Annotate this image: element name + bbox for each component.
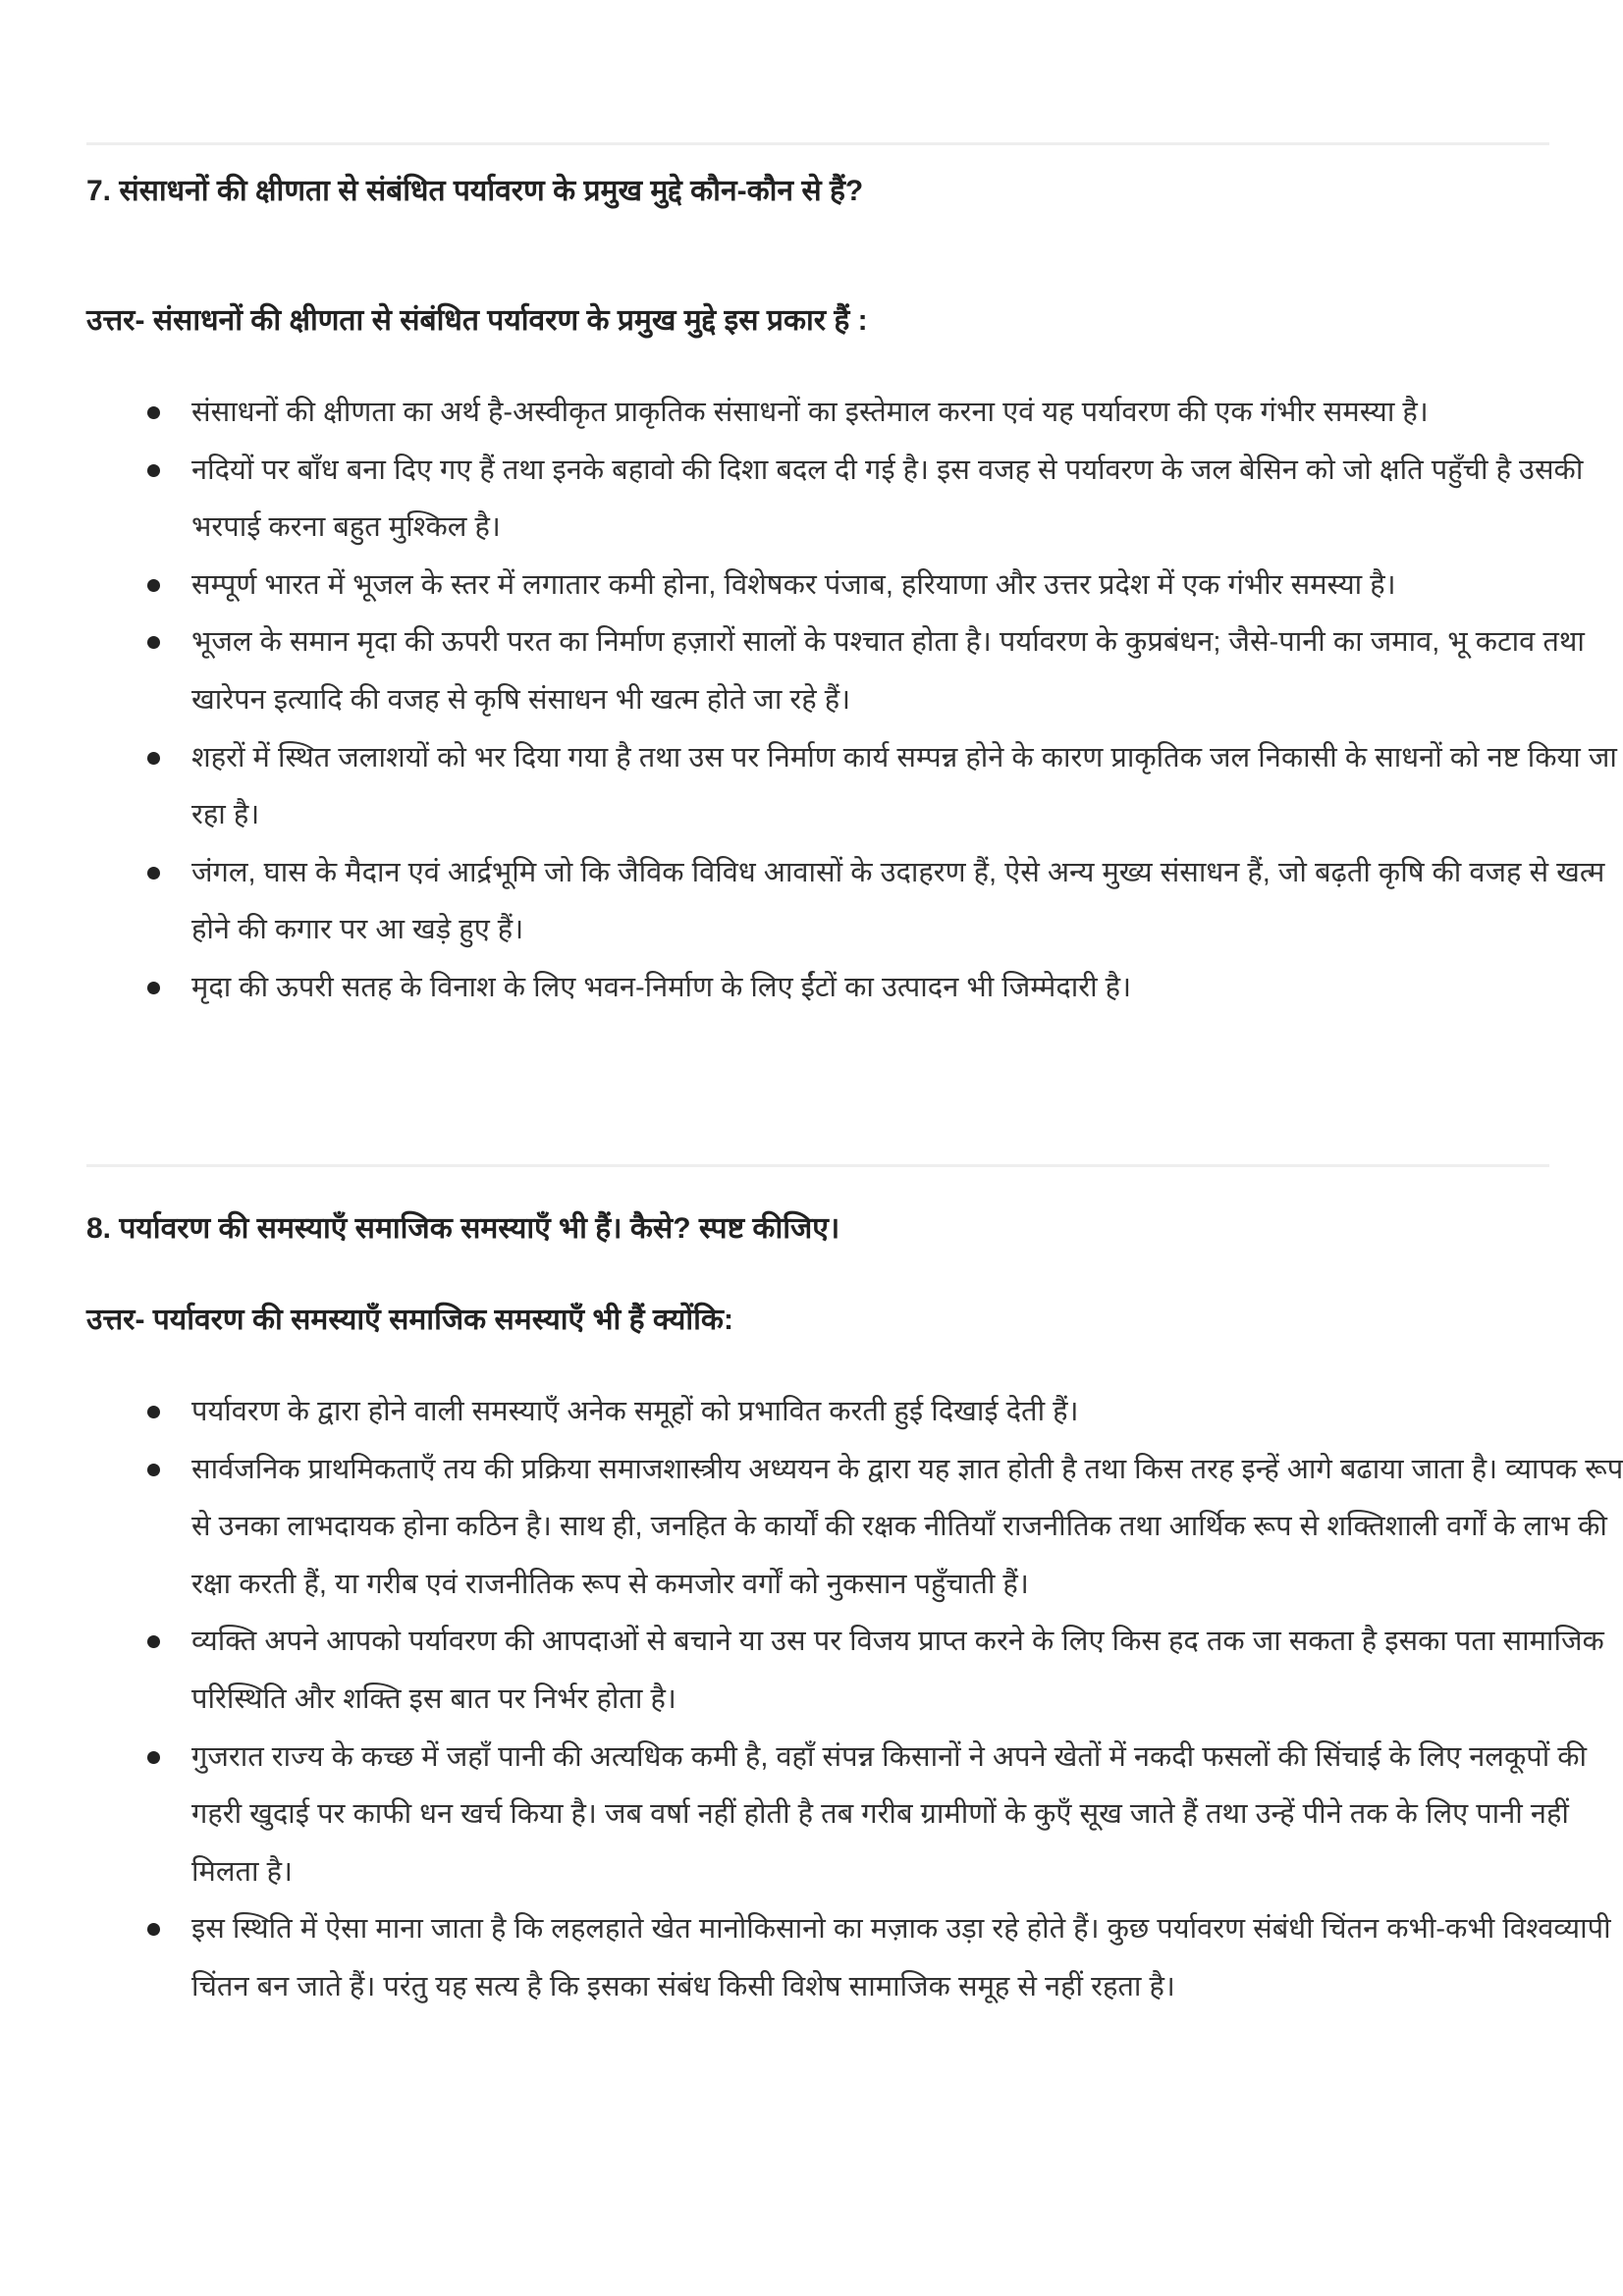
list-item: भूजल के समान मृदा की ऊपरी परत का निर्माण हज़ारों सालों के पश्चात होता है। पर्यावरण के कुप्रबंधन; जैसे-पानी का जमाव, भू कटाव तथा खारेपन इत्यादि की वजह से कृषि संसाधन भी खत्म होते जा रहे हैं। xyxy=(191,614,1623,728)
list-item: मृदा की ऊपरी सतह के विनाश के लिए भवन-निर्माण के लिए ईंटों का उत्पादन भी जिम्मेदारी है। xyxy=(191,959,1623,1017)
list-item: जंगल, घास के मैदान एवं आर्द्रभूमि जो कि जैविक विविध आवासों के उदाहरण हैं, ऐसे अन्य मुख्य संसाधन हैं, जो बढ़ती कृषि की वजह से खत्म होने की कगार पर आ खड़े हुए हैं। xyxy=(191,844,1623,959)
divider xyxy=(86,142,1549,145)
list-item: व्यक्ति अपने आपको पर्यावरण की आपदाओं से बचाने या उस पर विजय प्राप्त करने के लिए किस हद तक जा सकता है इसका पता सामाजिक परिस्थिति और शक्ति इस बात पर निर्भर होता है। xyxy=(191,1613,1623,1728)
list-item: गुजरात राज्य के कच्छ में जहाँ पानी की अत्यधिक कमी है, वहाँ संपन्न किसानों ने अपने खेतों में नकदी फसलों की सिंचाई के लिए नलकूपों की गहरी खुदाई पर काफी धन खर्च किया है। जब वर्षा नहीं होती है तब गरीब ग्रामीणों के कुएँ सूख जाते हैं तथा उन्हें पीने तक के लिए पानी नहीं मिलता है। xyxy=(191,1729,1623,1901)
answer-8-intro: उत्तर- पर्यावरण की समस्याएँ समाजिक समस्याएँ भी हैं क्योंकि: xyxy=(86,1304,733,1336)
list-item: पर्यावरण के द्वारा होने वाली समस्याएँ अनेक समूहों को प्रभावित करती हुई दिखाई देती हैं। xyxy=(191,1383,1623,1441)
question-8-heading: 8. पर्यावरण की समस्याएँ समाजिक समस्याएँ भी हैं। कैसे? स्पष्ट कीजिए। xyxy=(86,1212,840,1245)
question-7-heading: 7. संसाधनों की क्षीणता से संबंधित पर्यावरण के प्रमुख मुद्दे कौन-कौन से हैं? xyxy=(86,175,864,207)
answer-8-points xyxy=(86,1383,1623,2016)
list-item: संसाधनों की क्षीणता का अर्थ है-अस्वीकृत प्राकृतिक संसाधनों का इस्तेमाल करना एवं यह पर्यावरण की एक गंभीर समस्या है। xyxy=(191,384,1623,442)
list-item: शहरों में स्थित जलाशयों को भर दिया गया है तथा उस पर निर्माण कार्य सम्पन्न होने के कारण प्राकृतिक जल निकासी के साधनों को नष्ट किया जा रहा है। xyxy=(191,729,1623,844)
list-item: सम्पूर्ण भारत में भूजल के स्तर में लगातार कमी होना, विशेषकर पंजाब, हरियाणा और उत्तर प्रदेश में एक गंभीर समस्या है। xyxy=(191,557,1623,614)
list-item: नदियों पर बाँध बना दिए गए हैं तथा इनके बहावो की दिशा बदल दी गई है। इस वजह से पर्यावरण के जल बेसिन को जो क्षति पहुँची है उसकी भरपाई करना बहुत मुश्किल है। xyxy=(191,442,1623,557)
list-item: इस स्थिति में ऐसा माना जाता है कि लहलहाते खेत मानोकिसानो का मज़ाक उड़ा रहे होते हैं। कुछ पर्यावरण संबंधी चिंतन कभी-कभी विश्वव्यापी चिंतन बन जाते हैं। परंतु यह सत्य है कि इसका संबंध किसी विशेष सामाजिक समूह से नहीं रहता है। xyxy=(191,1900,1623,2015)
answer-7-points xyxy=(86,384,1623,1017)
answer-7-intro: उत्तर- संसाधनों की क्षीणता से संबंधित पर्यावरण के प्रमुख मुद्दे इस प्रकार हैं : xyxy=(86,304,868,337)
divider xyxy=(86,1164,1549,1167)
list-item: सार्वजनिक प्राथमिकताएँ तय की प्रक्रिया समाजशास्त्रीय अध्ययन के द्वारा यह ज्ञात होती है तथा किस तरह इन्हें आगे बढाया जाता है। व्यापक रूप से उनका लाभदायक होना कठिन है। साथ ही, जनहित के कार्यों की रक्षक नीतियाँ राजनीतिक तथा आर्थिक रूप से शक्तिशाली वर्गों के लाभ की रक्षा करती हैं, या गरीब एवं राजनीतिक रूप से कमजोर वर्गों को नुकसान पहुँचाती हैं। xyxy=(191,1441,1623,1614)
